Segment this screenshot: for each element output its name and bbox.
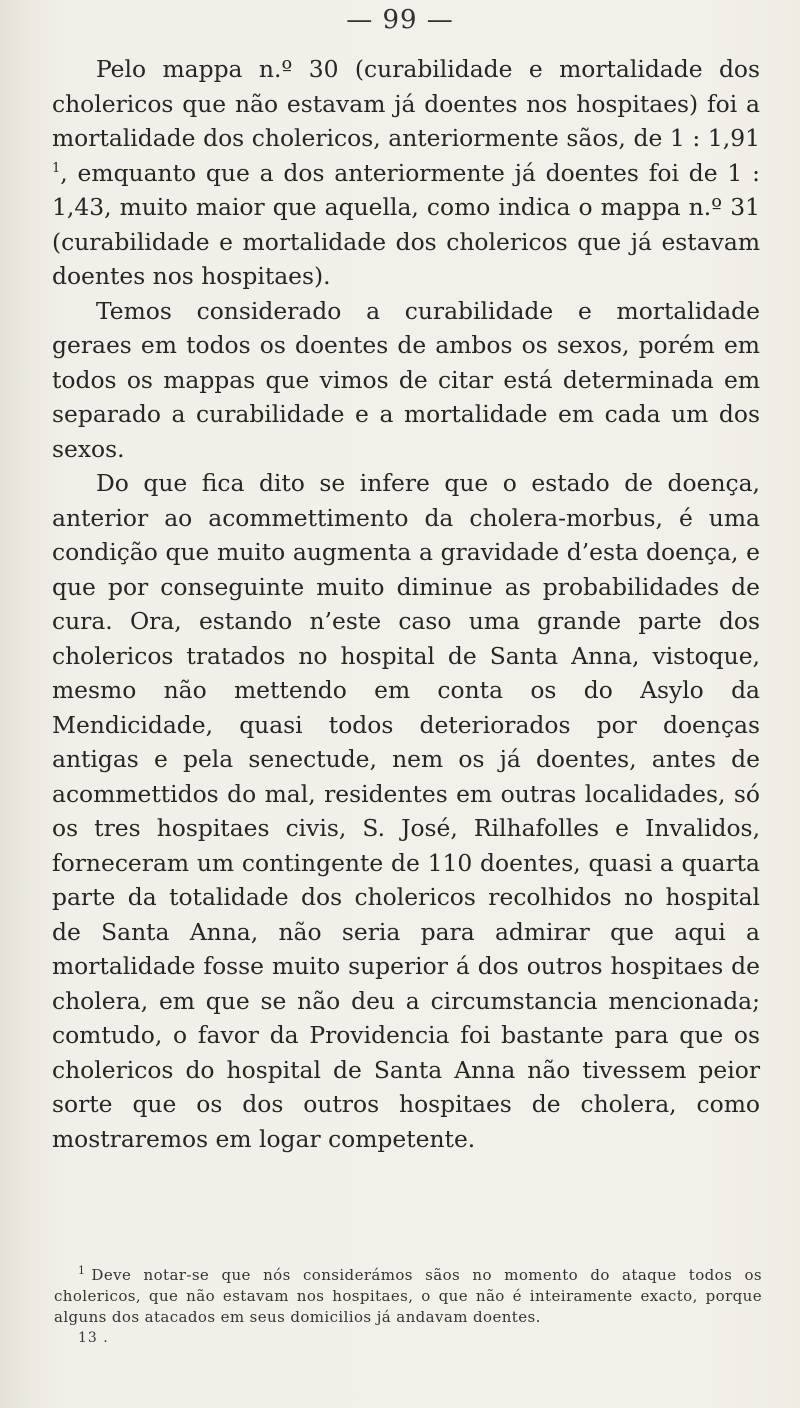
paragraph-1-text: Pelo mappa n.º 30 (curabilidade e mortalidade dos cholericos que não estavam já doentes nos hospitaes) foi a mortalidade dos cholericos, anteriormente sãos, de 1 : 1,91	[52, 55, 760, 152]
paragraph-1	[52, 52, 760, 294]
paragraph-2: Temos considerado a curabilidade e mortalidade geraes em todos os doentes de ambos os sexos, porém em todos os mappas que vimos de citar está determinada em separado a curabilidade e a mortalidade em cada um dos sexos.	[52, 296, 760, 463]
paragraph-3: Do que fica dito se infere que o estado de doença, anterior ao acommettimento da cholera-morbus, é uma condição que muito augmenta a gravidade d’esta doença, e que por conseguinte muito diminue as probabilidades de cura. Ora, estando n’este caso uma grande parte dos cholericos tratados no hospital de Santa Anna, vistoque, mesmo não mettendo em conta os do Asylo da Mendicidade, quasi todos deteriorados por doenças antigas e pela senectude, nem os já doentes, antes de acommettidos do mal, residentes em outras localidades, só os tres hospitaes civis, S. José, Rilhafolles e Invalidos, forneceram um contingente de 110 doentes, quasi a quarta parte da totalidade dos cholericos recolhidos no hospital de Santa Anna, não seria para admirar que aqui a mortalidade fosse muito superior á dos outros hospitaes de cholera, em que se não deu a circumstancia mencionada; comtudo, o favor da Providencia foi bastante para que os cholericos do hospital de Santa Anna não tivessem peior sorte que os dos outros hospitaes de cholera, como mostraremos em logar competente.	[52, 469, 760, 1153]
footnote	[54, 1265, 762, 1328]
footnote-text: Deve notar-se que nós considerámos sãos no momento do ataque todos os cholericos, que não estavam nos hospitaes, o que não é inteiramente exacto, porque alguns dos atacados em seus domicilios já andavam doentes.	[54, 1266, 762, 1326]
footnote-reference: 1	[52, 160, 61, 176]
page-number: — 99 —	[346, 5, 454, 35]
paragraph-1-continuation: , emquanto que a dos anteriormente já doentes foi de 1 : 1,43, muito maior que aquella, como indica o mappa n.º 31 (curabilidade e mortalidade dos cholericos que já estavam doentes nos hospitaes).	[52, 158, 760, 290]
body-text	[52, 52, 760, 1156]
footnote-mark: 1	[78, 1264, 86, 1277]
printer-signature: 13 .	[78, 1330, 109, 1346]
